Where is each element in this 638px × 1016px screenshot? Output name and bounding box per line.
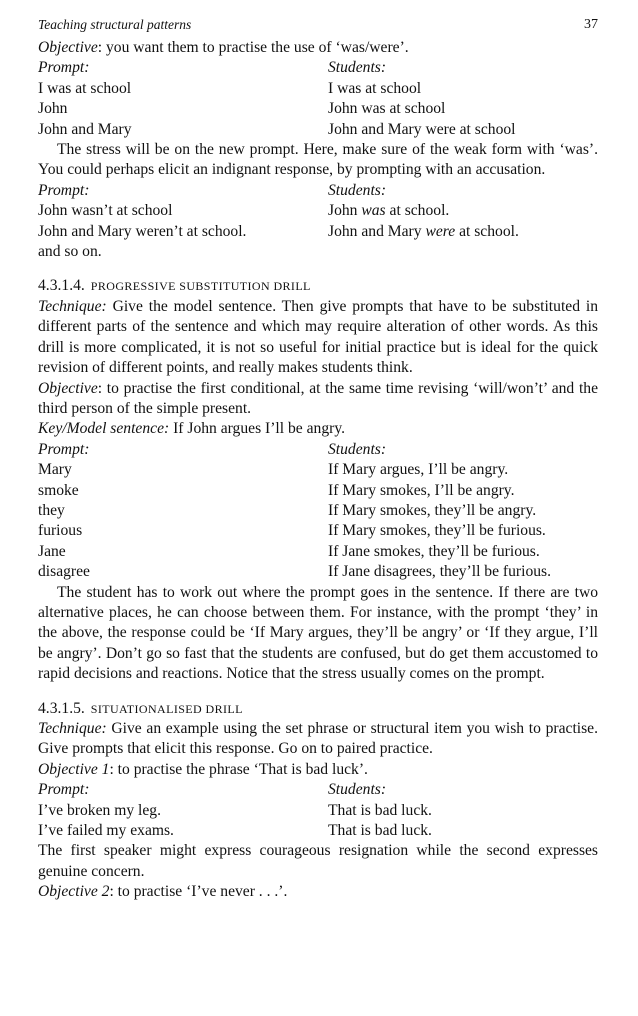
objective-line <box>38 38 598 58</box>
prompt-label: Prompt: <box>38 440 90 458</box>
section-heading <box>38 699 598 719</box>
objective-line <box>38 760 598 780</box>
objective-label: Objective <box>38 379 98 397</box>
objective-paragraph <box>38 379 598 420</box>
drill-row <box>38 79 598 99</box>
prompt-label: Prompt: <box>38 181 90 199</box>
section-title: PROGRESSIVE SUBSTITUTION DRILL <box>90 279 311 294</box>
drill-prompt: John and Mary <box>38 120 132 138</box>
stress-note-paragraph: The stress will be on the new prompt. Here, make sure of the weak form with ‘was’. You could perhaps elicit an indignant response, by prompting with an accusation. <box>38 141 598 179</box>
drill-row <box>38 222 598 242</box>
technique-label: Technique: <box>38 720 107 737</box>
drill-prompt: smoke <box>38 481 79 499</box>
students-label: Students: <box>328 781 387 799</box>
drill-response: John was at school <box>328 100 446 118</box>
technique-paragraph <box>38 719 598 760</box>
drill-row <box>38 481 598 501</box>
objective-label: Objective <box>38 39 98 56</box>
objective-label: Objective 1 <box>38 760 110 778</box>
students-label: Students: <box>328 181 387 199</box>
drill-prompt: I was at school <box>38 79 132 97</box>
drill-row <box>38 821 598 841</box>
drill-row <box>38 542 598 562</box>
drill-response: John was at school. <box>328 202 450 220</box>
drill-prompt: John <box>38 100 68 118</box>
drill-response: If Mary argues, I’ll be angry. <box>328 461 509 479</box>
technique-label: Technique: <box>38 297 107 315</box>
drill-row <box>38 521 598 541</box>
drill-header-row <box>38 440 598 460</box>
drill-row <box>38 801 598 821</box>
objective-line <box>38 882 598 902</box>
stressed-word: was <box>361 202 386 220</box>
students-label: Students: <box>328 440 387 458</box>
objective-text: : to practise the phrase ‘That is bad luck’. <box>109 760 368 778</box>
technique-paragraph <box>38 297 598 379</box>
drill-response: That is bad luck. <box>328 822 432 840</box>
drill-prompt: Jane <box>38 542 66 560</box>
drill-response: If Mary smokes, they’ll be furious. <box>328 522 546 540</box>
stressed-word: were <box>425 222 456 240</box>
section-title: SITUATIONALISED DRILL <box>90 701 243 716</box>
drill-header-row <box>38 780 598 800</box>
drill-header-row <box>38 181 598 201</box>
drill-row <box>38 562 598 582</box>
and-so-on: and so on. <box>38 243 102 261</box>
drill-prompt: I’ve broken my leg. <box>38 801 161 819</box>
drill-header-row <box>38 58 598 78</box>
drill-prompt: Mary <box>38 461 72 479</box>
drill-response: That is bad luck. <box>328 801 432 819</box>
key-sentence-line <box>38 419 598 439</box>
technique-text: Give the model sentence. Then give prompts that have to be substituted in different parts of the sentence and which may require alteration of other words. As this drill is more complicated, it is not so useful for initial practice but is ideal for the quick revision of different points, and really makes students think. <box>38 297 598 377</box>
key-label: Key/Model sentence: <box>38 420 170 438</box>
drill-row <box>38 99 598 119</box>
drill-prompt: John wasn’t at school <box>38 202 173 220</box>
drill-response: If Jane disagrees, they’ll be furious. <box>328 563 552 581</box>
drill-response: If Jane smokes, they’ll be furious. <box>328 542 540 560</box>
objective-text: : you want them to practise the use of ‘was/were’. <box>97 39 409 56</box>
section-heading <box>38 276 598 296</box>
drill-response: John and Mary were at school. <box>328 222 519 240</box>
page-number: 37 <box>584 17 598 32</box>
drill-row <box>38 460 598 480</box>
section-number: 4.3.1.4. <box>38 277 85 295</box>
prompt-label: Prompt: <box>38 781 90 799</box>
drill-prompt: I’ve failed my exams. <box>38 822 174 840</box>
section-number: 4.3.1.5. <box>38 699 85 717</box>
objective-text: : to practise ‘I’ve never . . .’. <box>109 883 288 901</box>
drill-prompt: disagree <box>38 563 90 581</box>
technique-text: Give an example using the set phrase or structural item you wish to practise. Give prompts that elicit this response. Go on to paired practice. <box>38 720 598 758</box>
drill-prompt: furious <box>38 522 83 540</box>
students-label: Students: <box>328 59 387 77</box>
drill-response: If Mary smokes, they’ll be angry. <box>328 501 537 519</box>
speaker-note-paragraph: The first speaker might express courageous resignation while the second expresses genuine concern. <box>38 842 598 880</box>
book-page <box>38 14 598 903</box>
objective-text: : to practise the first conditional, at the same time revising ‘will/won’t’ and the third person of the simple present. <box>38 379 598 417</box>
drill-prompt: they <box>38 501 65 519</box>
drill-response: I was at school <box>328 79 422 97</box>
page-header <box>38 14 598 36</box>
drill-row <box>38 501 598 521</box>
objective-label: Objective 2 <box>38 883 110 901</box>
drill-prompt: John and Mary weren’t at school. <box>38 222 247 240</box>
drill-response: If Mary smokes, I’ll be angry. <box>328 481 515 499</box>
key-text: If John argues I’ll be angry. <box>169 420 345 438</box>
running-title: Teaching structural patterns <box>38 17 192 32</box>
drill-response: John and Mary were at school <box>328 120 516 138</box>
explanation-paragraph: The student has to work out where the prompt goes in the sentence. If there are two alternative places, he can choose between them. For instance, with the prompt ‘they’ in the above, the response could be ‘If Mary argues, they’ll be angry’ or ‘If they argue, I’ll be angry’. Don’t go so fast that the students are confused, but do get them accustomed to rapid decisions and reactions. Notice that the stress usually comes on the prompt. <box>38 583 598 683</box>
prompt-label: Prompt: <box>38 59 90 77</box>
drill-row <box>38 201 598 221</box>
drill-row <box>38 120 598 140</box>
